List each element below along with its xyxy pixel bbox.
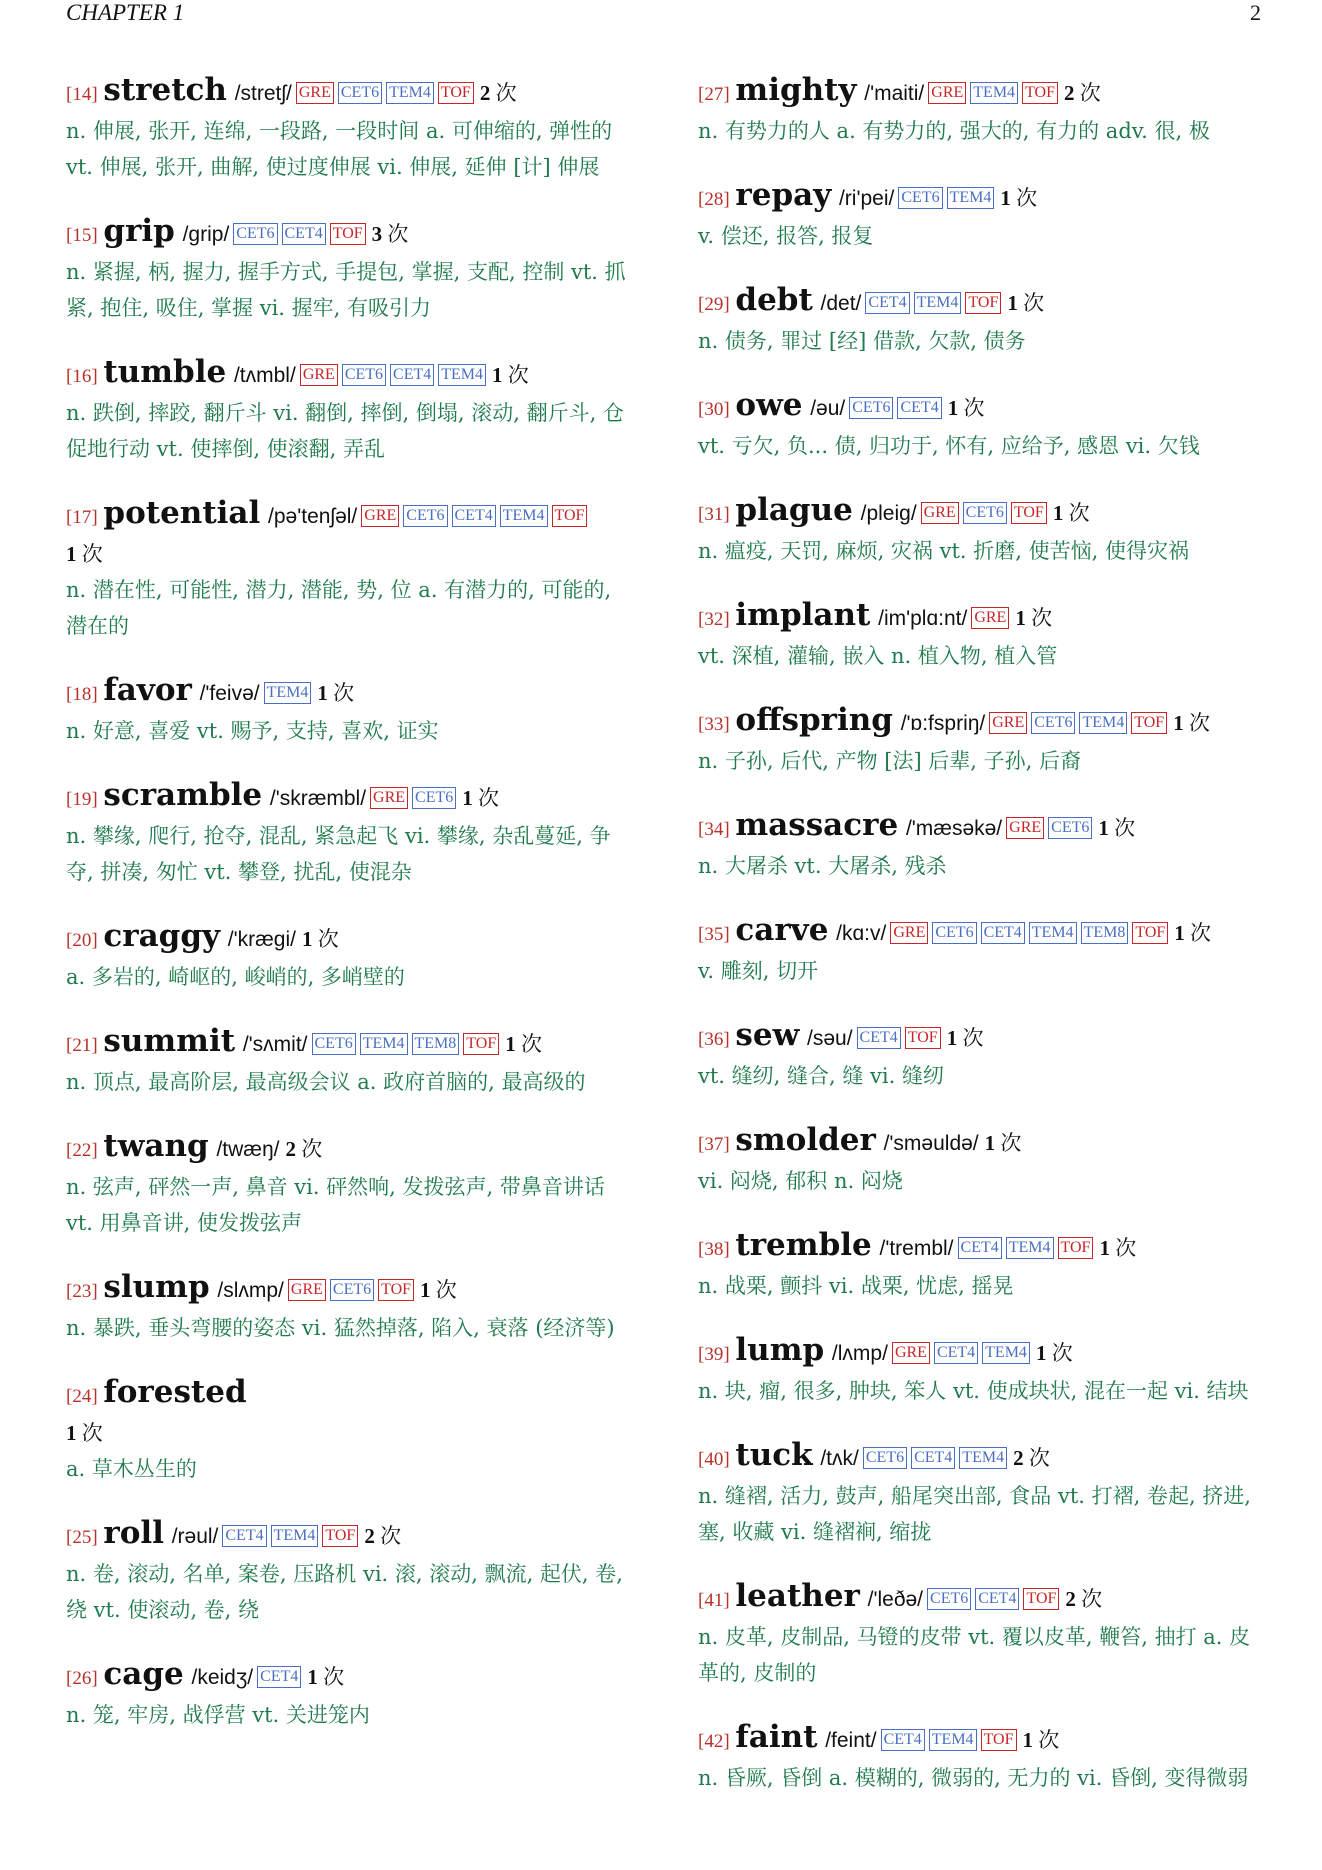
phonetic: /əu/	[810, 397, 846, 420]
exam-tag-tof: TOF	[322, 1525, 358, 1547]
exam-tag-gre: GRE	[296, 82, 334, 104]
vocab-entry	[66, 1128, 636, 1241]
entry-number: [36]	[698, 1029, 730, 1050]
entry-headline	[66, 495, 636, 536]
definition: n. 瘟疫, 天罚, 麻烦, 灾祸 vt. 折磨, 使苦恼, 使得灾祸	[698, 539, 1189, 563]
exam-tag-cet6: CET6	[927, 1588, 971, 1610]
phonetic: /slʌmp/	[217, 1279, 284, 1302]
entry-number: [33]	[698, 714, 730, 735]
frequency-count: 2 次	[1065, 1587, 1103, 1611]
entry-number: [31]	[698, 504, 730, 525]
entry-number: [38]	[698, 1239, 730, 1260]
entry-number: [16]	[66, 366, 98, 387]
headword: cage	[103, 1656, 184, 1692]
vocab-entry	[698, 1719, 1268, 1796]
entry-number: [41]	[698, 1590, 730, 1611]
entry-number: [15]	[66, 225, 98, 246]
phonetic: /grip/	[182, 223, 230, 246]
entry-number: [24]	[66, 1386, 98, 1407]
headword: offspring	[735, 702, 893, 738]
vocab-entry	[66, 1023, 636, 1100]
exam-tag-cet4: CET4	[911, 1447, 955, 1469]
headword: tumble	[103, 354, 227, 390]
entry-headline	[66, 1023, 636, 1064]
phonetic: /'leðə/	[867, 1588, 924, 1611]
exam-tag-cet6: CET6	[342, 364, 386, 386]
definition: n. 伸展, 张开, 连绵, 一段路, 一段时间 a. 可伸缩的, 弹性的 vt. 伸展, 张开, 曲解, 使过度伸展 vi. 伸展, 延伸 [计] 伸展	[66, 119, 613, 179]
phonetic: /twæŋ/	[216, 1138, 280, 1161]
entry-headline	[66, 1374, 636, 1415]
exam-tag-cet6: CET6	[338, 82, 382, 104]
frequency-count: 1 次	[307, 1665, 345, 1689]
entry-number: [32]	[698, 609, 730, 630]
vocab-entry	[66, 1374, 636, 1487]
exam-tag-tem4: TEM4	[271, 1525, 319, 1547]
headword: carve	[735, 912, 829, 948]
definition: n. 债务, 罪过 [经] 借款, 欠款, 债务	[698, 329, 1026, 353]
phonetic: /'mæsəkə/	[905, 817, 1003, 840]
headword: repay	[735, 177, 832, 213]
frequency-count: 2 次	[1064, 81, 1101, 105]
exam-tag-cet4: CET4	[865, 292, 909, 314]
entry-headline	[698, 1332, 1268, 1373]
definition: n. 攀缘, 爬行, 抢夺, 混乱, 紧急起飞 vi. 攀缘, 杂乱蔓延, 争夺, 拼凑, 匆忙 vt. 攀登, 扰乱, 使混杂	[66, 824, 611, 884]
definition: vt. 亏欠, 负... 债, 归功于, 怀有, 应给予, 感恩 vi. 欠钱	[698, 434, 1200, 458]
exam-tag-gre: GRE	[989, 712, 1027, 734]
vocab-entry	[66, 777, 636, 890]
headword: owe	[735, 387, 803, 423]
exam-tag-tem4: TEM4	[1029, 922, 1077, 944]
frequency-count: 1 次	[302, 927, 339, 951]
headword: grip	[103, 213, 175, 249]
entry-headline	[698, 1719, 1268, 1760]
frequency-count: 2 次	[285, 1137, 323, 1161]
phonetic: /lʌmp/	[831, 1342, 888, 1365]
exam-tag-tem4: TEM4	[1079, 712, 1127, 734]
frequency-count: 1 次	[1022, 1728, 1060, 1752]
exam-tag-cet6: CET6	[898, 187, 942, 209]
definition: n. 笼, 牢房, 战俘营 vt. 关进笼内	[66, 1703, 370, 1727]
entry-headline	[66, 1128, 636, 1169]
phonetic: /'skræmbl/	[269, 787, 367, 810]
entry-headline	[698, 1437, 1268, 1478]
entry-number: [37]	[698, 1134, 730, 1155]
vocab-entry	[66, 1269, 636, 1346]
definition: n. 顶点, 最高阶层, 最高级会议 a. 政府首脑的, 最高级的	[66, 1070, 586, 1094]
phonetic: /tʌmbl/	[233, 364, 296, 387]
phonetic: /'trembl/	[879, 1237, 954, 1260]
phonetic: /feint/	[825, 1729, 877, 1752]
exam-tag-gre: GRE	[1006, 817, 1044, 839]
definition: n. 皮革, 皮制品, 马镫的皮带 vt. 覆以皮革, 鞭笞, 抽打 a. 皮革的, 皮制的	[698, 1625, 1251, 1685]
definition: n. 潜在性, 可能性, 潜力, 潜能, 势, 位 a. 有潜力的, 可能的, 潜在的	[66, 578, 612, 638]
exam-tag-tof: TOF	[1131, 712, 1167, 734]
exam-tag-tem4: TEM4	[264, 682, 312, 704]
definition: n. 紧握, 柄, 握力, 握手方式, 手提包, 掌握, 支配, 控制 vt. 抓紧, 抱住, 吸住, 掌握 vi. 握牢, 有吸引力	[66, 260, 626, 320]
entry-number: [20]	[66, 930, 98, 951]
exam-tag-tem4: TEM4	[947, 187, 995, 209]
vocab-entry	[66, 72, 636, 185]
exam-tag-tem4: TEM4	[438, 364, 486, 386]
entry-headline	[698, 1017, 1268, 1058]
exam-tag-cet4: CET4	[452, 505, 496, 527]
frequency-count: 1 次	[1035, 1341, 1073, 1365]
vocab-entry	[698, 492, 1268, 569]
headword: debt	[735, 282, 813, 318]
phonetic: /im'plɑ:nt/	[878, 607, 968, 630]
exam-tag-cet4: CET4	[222, 1525, 266, 1547]
headword: lump	[735, 1332, 825, 1368]
definition: n. 跌倒, 摔跤, 翻斤斗 vi. 翻倒, 摔倒, 倒塌, 滚动, 翻斤斗, 仓促地行动 vt. 使摔倒, 使滚翻, 弄乱	[66, 401, 624, 461]
exam-tag-gre: GRE	[928, 82, 966, 104]
headword: roll	[103, 1515, 164, 1551]
frequency-count: 1 次	[317, 681, 355, 705]
exam-tag-tof: TOF	[1058, 1237, 1094, 1259]
frequency-line: 1 次	[66, 1421, 103, 1445]
entry-headline	[66, 354, 636, 395]
definition: a. 草木丛生的	[66, 1457, 197, 1481]
vocab-entry	[66, 354, 636, 467]
exam-tag-cet4: CET4	[282, 223, 326, 245]
frequency-count: 1 次	[1098, 816, 1136, 840]
vocab-entry	[698, 912, 1268, 989]
vocab-entry	[698, 1578, 1268, 1691]
definition: n. 大屠杀 vt. 大屠杀, 残杀	[698, 854, 947, 878]
vocab-entry	[698, 702, 1268, 779]
exam-tag-tem8: TEM8	[412, 1033, 460, 1055]
vocab-entry	[66, 1656, 636, 1733]
entry-number: [40]	[698, 1449, 730, 1470]
exam-tag-tem4: TEM4	[914, 292, 962, 314]
vocab-entry	[66, 213, 636, 326]
exam-tag-cet6: CET6	[1048, 817, 1092, 839]
entry-number: [27]	[698, 84, 730, 105]
exam-tag-cet6: CET6	[233, 223, 277, 245]
vocab-entry	[698, 177, 1268, 254]
page-number: 2	[1250, 0, 1261, 25]
exam-tag-tem4: TEM4	[929, 1729, 977, 1751]
definition: n. 卷, 滚动, 名单, 案卷, 压路机 vi. 滚, 滚动, 飘流, 起伏, 卷, 绕 vt. 使滚动, 卷, 绕	[66, 1562, 623, 1622]
headword: mighty	[735, 72, 857, 108]
exam-tag-tof: TOF	[1022, 82, 1058, 104]
exam-tag-tof: TOF	[552, 505, 588, 527]
frequency-count: 1 次	[1099, 1236, 1137, 1260]
exam-tag-gre: GRE	[288, 1279, 326, 1301]
entry-number: [42]	[698, 1731, 730, 1752]
phonetic: /pleig/	[860, 502, 917, 525]
exam-tag-tof: TOF	[330, 223, 366, 245]
exam-tag-gre: GRE	[892, 1342, 930, 1364]
frequency-count: 1 次	[420, 1278, 457, 1302]
frequency-count: 2 次	[364, 1524, 402, 1548]
exam-tag-tem4: TEM4	[360, 1033, 408, 1055]
exam-tag-cet4: CET4	[857, 1027, 901, 1049]
exam-tag-gre: GRE	[361, 505, 399, 527]
exam-tag-cet6: CET6	[330, 1279, 374, 1301]
headword: scramble	[103, 777, 263, 813]
entry-number: [29]	[698, 294, 730, 315]
exam-tag-cet4: CET4	[257, 1666, 301, 1688]
vocab-entry	[698, 1332, 1268, 1409]
exam-tag-tof: TOF	[1132, 922, 1168, 944]
entry-headline	[66, 213, 636, 254]
exam-tag-tem4: TEM4	[386, 82, 434, 104]
headword: tremble	[735, 1227, 872, 1263]
definition: n. 缝褶, 活力, 鼓声, 船尾突出部, 食品 vt. 打褶, 卷起, 挤进, 塞, 收藏 vi. 缝褶裥, 缩拢	[698, 1484, 1251, 1544]
exam-tag-cet6: CET6	[932, 922, 976, 944]
exam-tag-tem4: TEM4	[970, 82, 1018, 104]
entry-headline	[66, 918, 636, 959]
vocab-entry	[698, 597, 1268, 674]
vocab-entry	[66, 672, 636, 749]
entry-headline	[698, 912, 1268, 953]
definition: n. 暴跌, 垂头弯腰的姿态 vi. 猛然掉落, 陷入, 衰落 (经济等)	[66, 1316, 615, 1340]
exam-tag-tof: TOF	[378, 1279, 414, 1301]
entry-headline	[698, 1578, 1268, 1619]
entry-headline	[698, 807, 1268, 848]
phonetic: /stretʃ/	[234, 82, 292, 105]
frequency-count: 2 次	[1013, 1446, 1050, 1470]
exam-tag-cet6: CET6	[963, 502, 1007, 524]
headword: twang	[103, 1128, 209, 1164]
vocab-entry	[66, 918, 636, 995]
exam-tag-cet4: CET4	[981, 922, 1025, 944]
headword: favor	[103, 672, 192, 708]
phonetic: /'feivə/	[199, 682, 260, 705]
exam-tag-cet4: CET4	[958, 1237, 1002, 1259]
frequency-count: 1 次	[1052, 501, 1090, 525]
definition: vi. 闷烧, 郁积 n. 闷烧	[698, 1169, 903, 1193]
entry-number: [34]	[698, 819, 730, 840]
exam-tag-cet4: CET4	[390, 364, 434, 386]
exam-tag-gre: GRE	[971, 607, 1009, 629]
headword: potential	[103, 495, 261, 531]
definition: vt. 深植, 灌输, 嵌入 n. 植入物, 植入管	[698, 644, 1058, 668]
definition: vt. 缝纫, 缝合, 缝 vi. 缝纫	[698, 1064, 944, 1088]
exam-tag-cet4: CET4	[934, 1342, 978, 1364]
frequency-count: 1 次	[462, 786, 500, 810]
vocab-entry	[698, 1227, 1268, 1304]
frequency-count: 1 次	[947, 396, 985, 420]
entry-number: [39]	[698, 1344, 730, 1365]
frequency-count: 1 次	[1000, 186, 1038, 210]
entry-number: [23]	[66, 1281, 98, 1302]
frequency-count: 1 次	[1015, 606, 1053, 630]
headword: forested	[103, 1374, 247, 1410]
definition: v. 雕刻, 切开	[698, 959, 819, 983]
frequency-count: 1 次	[505, 1032, 542, 1056]
exam-tag-tem8: TEM8	[1081, 922, 1129, 944]
entry-headline	[66, 1656, 636, 1697]
exam-tag-tem4: TEM4	[982, 1342, 1030, 1364]
entry-number: [25]	[66, 1527, 98, 1548]
entry-number: [28]	[698, 189, 730, 210]
entry-number: [22]	[66, 1140, 98, 1161]
frequency-count: 1 次	[1173, 711, 1210, 735]
vocab-entry	[698, 1437, 1268, 1550]
phonetic: /keidʒ/	[191, 1666, 254, 1689]
headword: faint	[735, 1719, 818, 1755]
vocab-entry	[66, 495, 636, 644]
vocab-entry	[698, 807, 1268, 884]
vocab-entry	[698, 282, 1268, 359]
definition: n. 有势力的人 a. 有势力的, 强大的, 有力的 adv. 很, 极	[698, 119, 1210, 143]
right-column	[698, 72, 1268, 1824]
definition: n. 昏厥, 昏倒 a. 模糊的, 微弱的, 无力的 vi. 昏倒, 变得微弱	[698, 1766, 1249, 1790]
phonetic: /'krægi/	[227, 928, 296, 951]
exam-tag-cet6: CET6	[1031, 712, 1075, 734]
entry-headline	[698, 387, 1268, 428]
entry-headline	[698, 597, 1268, 638]
exam-tag-tof: TOF	[463, 1033, 499, 1055]
entry-headline	[66, 777, 636, 818]
phonetic: /'ɒ:fspriŋ/	[900, 712, 986, 735]
phonetic: /tʌk/	[820, 1447, 859, 1470]
exam-tag-gre: GRE	[890, 922, 928, 944]
exam-tag-tof: TOF	[981, 1729, 1017, 1751]
exam-tag-cet4: CET4	[897, 397, 941, 419]
phonetic: /səu/	[807, 1027, 853, 1050]
frequency-count: 1 次	[946, 1026, 984, 1050]
entry-headline	[698, 282, 1268, 323]
exam-tag-tof: TOF	[965, 292, 1001, 314]
frequency-count: 1 次	[1007, 291, 1045, 315]
frequency-count: 1 次	[1174, 921, 1212, 945]
definition: n. 弦声, 砰然一声, 鼻音 vi. 砰然响, 发拨弦声, 带鼻音讲话 vt. 用鼻音讲, 使发拨弦声	[66, 1175, 605, 1235]
frequency-count: 1 次	[984, 1131, 1022, 1155]
entry-headline	[698, 702, 1268, 743]
exam-tag-tof: TOF	[438, 82, 474, 104]
phonetic: /kɑ:v/	[836, 922, 887, 945]
vocab-entry	[698, 387, 1268, 464]
exam-tag-gre: GRE	[300, 364, 338, 386]
entry-headline	[698, 1227, 1268, 1268]
headword: slump	[103, 1269, 210, 1305]
frequency-line: 1 次	[66, 542, 103, 566]
entry-number: [17]	[66, 507, 98, 528]
phonetic: /'maiti/	[864, 82, 925, 105]
entry-headline	[66, 672, 636, 713]
exam-tag-cet6: CET6	[403, 505, 447, 527]
entry-headline	[66, 1515, 636, 1556]
vocab-entry	[698, 72, 1268, 149]
exam-tag-tof: TOF	[1023, 1588, 1059, 1610]
definition: n. 战栗, 颤抖 vi. 战栗, 忧虑, 摇晃	[698, 1274, 1014, 1298]
exam-tag-tem4: TEM4	[500, 505, 548, 527]
entry-number: [19]	[66, 789, 98, 810]
exam-tag-tem4: TEM4	[1006, 1237, 1054, 1259]
left-column	[66, 72, 636, 1761]
definition: a. 多岩的, 崎岖的, 峻峭的, 多峭壁的	[66, 965, 405, 989]
headword: leather	[735, 1578, 860, 1614]
headword: summit	[103, 1023, 236, 1059]
headword: massacre	[735, 807, 899, 843]
phonetic: /det/	[820, 292, 862, 315]
frequency-count: 2 次	[479, 81, 517, 105]
exam-tag-cet6: CET6	[863, 1447, 907, 1469]
frequency-count: 1 次	[492, 363, 529, 387]
phonetic: /ri'pei/	[838, 187, 895, 210]
entry-headline	[698, 177, 1268, 218]
headword: implant	[735, 597, 871, 633]
frequency-count: 3 次	[371, 222, 409, 246]
headword: craggy	[103, 918, 221, 954]
exam-tag-cet4: CET4	[975, 1588, 1019, 1610]
exam-tag-gre: GRE	[370, 787, 408, 809]
phonetic: /'sʌmit/	[242, 1033, 308, 1056]
headword: plague	[735, 492, 853, 528]
headword: sew	[735, 1017, 800, 1053]
entry-headline	[66, 72, 636, 113]
entry-number: [14]	[66, 84, 98, 105]
phonetic: /'sməuldə/	[883, 1132, 979, 1155]
vocab-entry	[698, 1122, 1268, 1199]
exam-tag-gre: GRE	[921, 502, 959, 524]
exam-tag-cet6: CET6	[849, 397, 893, 419]
entry-headline	[66, 1269, 636, 1310]
entry-number: [18]	[66, 684, 98, 705]
exam-tag-cet4: CET4	[881, 1729, 925, 1751]
headword: stretch	[103, 72, 227, 108]
definition: n. 块, 瘤, 很多, 肿块, 笨人 vt. 使成块状, 混在一起 vi. 结块	[698, 1379, 1249, 1403]
entry-headline	[698, 72, 1268, 113]
entry-number: [30]	[698, 399, 730, 420]
definition: v. 偿还, 报答, 报复	[698, 224, 874, 248]
vocab-entry	[66, 1515, 636, 1628]
headword: tuck	[735, 1437, 813, 1473]
definition: n. 好意, 喜爱 vt. 赐予, 支持, 喜欢, 证实	[66, 719, 439, 743]
phonetic: /rəul/	[171, 1525, 219, 1548]
entry-number: [21]	[66, 1035, 98, 1056]
entry-headline	[698, 492, 1268, 533]
definition: n. 子孙, 后代, 产物 [法] 后辈, 子孙, 后裔	[698, 749, 1082, 773]
vocab-entry	[698, 1017, 1268, 1094]
exam-tag-cet6: CET6	[312, 1033, 356, 1055]
exam-tag-tof: TOF	[1011, 502, 1047, 524]
chapter-header: CHAPTER 1	[66, 0, 185, 25]
entry-number: [26]	[66, 1668, 98, 1689]
exam-tag-tem4: TEM4	[959, 1447, 1007, 1469]
exam-tag-cet6: CET6	[412, 787, 456, 809]
entry-headline	[698, 1122, 1268, 1163]
entry-number: [35]	[698, 924, 730, 945]
phonetic: /pə'tenʃəl/	[268, 505, 358, 528]
exam-tag-tof: TOF	[905, 1027, 941, 1049]
headword: smolder	[735, 1122, 876, 1158]
